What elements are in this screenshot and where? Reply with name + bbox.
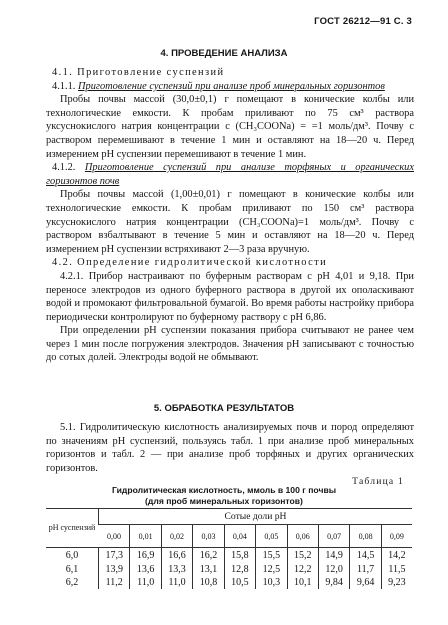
table-cell: 11,0 <box>130 575 161 589</box>
table-column-header: 0,07 <box>318 525 349 548</box>
section-4-title: 4. ПРОВЕДЕНИЕ АНАЛИЗА <box>160 48 288 59</box>
table-cell: 15,2 <box>287 548 318 562</box>
table-row-header: pH суспензий <box>46 509 99 548</box>
page-header: ГОСТ 26212—91 С. 3 <box>314 16 412 27</box>
subsection-4-1-2-text: Пробы почвы массой (1,00±0,01) г помещают в конические колбы или технологические емкости. К пробам приливают по 150 см³ раствора уксуснокислого натрия концентрации (CH₃COONa)=1 моль/дм³. Почву с раствором взбалтывают в течение 5 мин и оставляют на 18—20 ч. Перед измерением pH суспензии встряхивают 2—3 раза вручную. <box>46 189 414 255</box>
table-column-headers <box>46 525 412 548</box>
table-column-header: 0,09 <box>381 525 412 548</box>
table-column-header: 0,05 <box>256 525 287 548</box>
table-row <box>46 575 412 589</box>
table-cell-ph: 6,2 <box>65 577 79 589</box>
table-body <box>46 548 412 589</box>
table-cell: 11,7 <box>350 562 381 576</box>
section-5-title: 5. ОБРАБОТКА РЕЗУЛЬТАТОВ <box>153 403 295 414</box>
subsection-4-1-1-heading: 4.1.1. Приготовление суспензий при анализе проб минеральных горизонтов <box>52 80 385 92</box>
table-cell: 12,2 <box>287 562 318 576</box>
table-cell: 14,5 <box>350 548 381 562</box>
table-column-header: 0,03 <box>193 525 224 548</box>
table-cell: 14,2 <box>381 548 412 562</box>
table-cell: 16,9 <box>130 548 161 562</box>
table-cell: 11,5 <box>381 562 412 576</box>
table-cell: 13,6 <box>130 562 161 576</box>
table-1-label: Таблица 1 <box>352 476 404 487</box>
subsection-5-1-text: 5.1. Гидролитическую кислотность анализируемых почв и пород определяют по значениям pH суспензий, пользуясь табл. 1 при анализе проб минеральных горизонтов и табл. 2 — при анализе проб торфяных и других органических горизонтов. <box>46 422 414 474</box>
table-1-caption: Гидролитическая кислотность, ммоль в 100 г почвы (для проб минеральных горизонтов) <box>111 485 337 506</box>
table-cell: 13,1 <box>193 562 224 576</box>
table-cell: 13,3 <box>161 562 192 576</box>
table-cell: 9,23 <box>381 575 412 589</box>
subsection-4-2-1-text: 4.2.1. Прибор настраивают по буферным растворам с pH 4,01 и 9,18. При переносе электродов из одного буферного раствора в другой их ополаскивают водой и промокают фильтровальной бумагой. Во время работы настройку прибора периодически контролируют по буферному раствору с pH 6,86. <box>46 270 414 323</box>
table-cell-ph: 6,1 <box>65 563 79 575</box>
table-column-header: 0,06 <box>287 525 318 548</box>
table-cell: 11,2 <box>99 575 130 589</box>
table-cell: 16,6 <box>161 548 192 562</box>
table-cell: 10,5 <box>224 575 255 589</box>
section-5-body <box>46 421 414 475</box>
table-cell: 10,3 <box>256 575 287 589</box>
table-cell: 12,5 <box>256 562 287 576</box>
table-cell: 10,1 <box>287 575 318 589</box>
table-cell: 14,9 <box>318 548 349 562</box>
subsection-4-2-1-text-2: При определении pH суспензии показания прибора считывают не ранее чем через 1 мин после погружения электродов. Значения pH записывают с точностью до сотых долей. Электроды водой не обмывают. <box>46 325 414 364</box>
table-cell: 10,8 <box>193 575 224 589</box>
table-cell: 15,5 <box>256 548 287 562</box>
subsection-4-2-title: 4.2. Определение гидролитической кислотности <box>52 257 328 269</box>
table-cell: 13,9 <box>99 562 130 576</box>
table-column-header: 0,02 <box>161 525 192 548</box>
table-column-header: 0,00 <box>99 525 130 548</box>
subsection-4-1-title: 4.1. Приготовление суспензий <box>52 67 225 78</box>
table-row <box>46 548 412 562</box>
table-cell: 15,8 <box>224 548 255 562</box>
table-cell-ph: 6,0 <box>65 550 79 561</box>
table-group-header: Сотые доли pH <box>99 509 413 525</box>
table-column-header: 0,04 <box>224 525 255 548</box>
section-4-body <box>46 66 414 365</box>
table-cell: 16,2 <box>193 548 224 562</box>
table-column-header: 0,08 <box>350 525 381 548</box>
table-row <box>46 562 412 576</box>
table-cell: 11,0 <box>161 575 192 589</box>
table-1 <box>46 508 412 589</box>
table-cell: 12,8 <box>224 562 255 576</box>
table-cell: 17,3 <box>99 548 130 562</box>
table-column-header: 0,01 <box>130 525 161 548</box>
table-cell: 9,84 <box>318 575 349 589</box>
subsection-4-1-2-heading: 4.1.2. Приготовление суспензий при анализе торфяных и органических горизонтов почв <box>46 162 414 187</box>
table-cell: 9,64 <box>350 575 381 589</box>
table-cell: 12,0 <box>318 562 349 576</box>
subsection-4-1-1-text: Пробы почвы массой (30,0±0,1) г помещают в конические колбы или технологические емкости. К пробам приливают по 75 см³ раствора уксуснокислого натрия концентрации c (CH₃COONa) = =1 моль/дм³. Почву с раствором перемешивают в течение 1 мин и оставляют на 18—20 ч. Перед измерением pH суспензии перемешивают в течение 1 мин. <box>46 94 414 160</box>
